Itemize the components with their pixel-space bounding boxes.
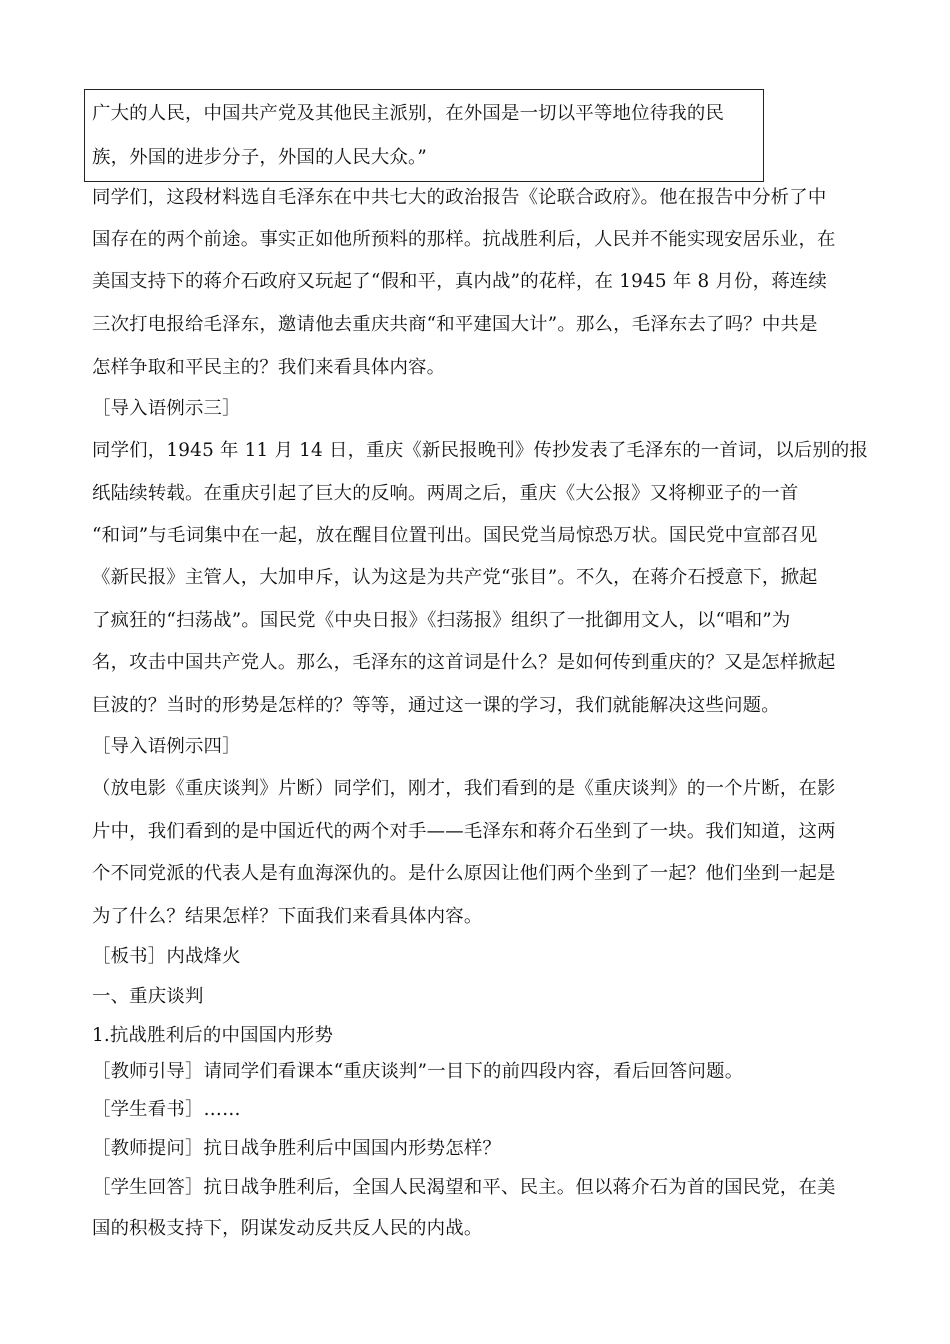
- paragraph-line: 了疯狂的“扫荡战”。国民党《中央日报》《扫荡报》组织了一批御用文人，以“唱和”为: [92, 610, 791, 631]
- paragraph-line: 美国支持下的蒋介石政府又玩起了“假和平，真内战”的花样，在 1945 年 8 月份，蒋连续: [92, 271, 827, 292]
- paragraph-line: 国的积极支持下，阴谋发动反共反人民的内战。: [92, 1218, 483, 1239]
- section-title: 一、重庆谈判: [92, 986, 204, 1007]
- paragraph-line: 个不同党派的代表人是有血海深仇的。是什么原因让他们两个坐到了一起？他们坐到一起是: [92, 863, 836, 884]
- paragraph-line: ［教师引导］请同学们看课本“重庆谈判”一目下的前四段内容，看后回答问题。: [92, 1061, 744, 1082]
- paragraph-line: 片中，我们看到的是中国近代的两个对手——毛泽东和蒋介石坐到了一块。我们知道，这两: [92, 821, 836, 842]
- section-heading: ［导入语例示三］: [92, 398, 241, 419]
- paragraph-line: ［教师提问］抗日战争胜利后中国国内形势怎样？: [92, 1138, 501, 1159]
- paragraph-line: 《新民报》主管人，大加申斥，认为这是为共产党“张目”。不久，在蒋介石授意下，掀起: [92, 567, 818, 588]
- paragraph-line: 同学们，1945 年 11 月 14 日，重庆《新民报晚刊》传抄发表了毛泽东的一首词，以后别的报: [92, 440, 869, 461]
- paragraph-line: 三次打电报给毛泽东，邀请他去重庆共商“和平建国大计”。那么，毛泽东去了吗？中共是: [92, 314, 818, 335]
- paragraph-line: ［学生看书］……: [92, 1099, 241, 1120]
- section-heading: ［导入语例示四］: [92, 736, 241, 757]
- quote-line: 族，外国的进步分子，外国的人民大众。”: [92, 147, 428, 168]
- paragraph-line: 名，攻击中国共产党人。那么，毛泽东的这首词是什么？是如何传到重庆的？又是怎样掀起: [92, 652, 836, 673]
- paragraph-line: （放电影《重庆谈判》片断）同学们，刚才，我们看到的是《重庆谈判》的一个片断，在影: [92, 778, 836, 799]
- board-heading: ［板书］内战烽火: [92, 946, 241, 967]
- paragraph-line: 纸陆续转载。在重庆引起了巨大的反响。两周之后，重庆《大公报》又将柳亚子的一首: [92, 483, 799, 504]
- paragraph-line: 同学们，这段材料选自毛泽东在中共七大的政治报告《论联合政府》。他在报告中分析了中: [92, 187, 827, 208]
- paragraph-line: 为了什么？结果怎样？下面我们来看具体内容。: [92, 906, 483, 927]
- quote-line: 广大的人民，中国共产党及其他民主派别，在外国是一切以平等地位待我的民: [92, 103, 725, 124]
- paragraph-line: 国存在的两个前途。事实正如他所预料的那样。抗战胜利后，人民并不能实现安居乐业，在: [92, 229, 836, 250]
- paragraph-line: “和词”与毛词集中在一起，放在醒目位置刊出。国民党当局惊恐万状。国民党中宣部召见: [92, 525, 818, 546]
- paragraph-line: 巨波的？当时的形势是怎样的？等等，通过这一课的学习，我们就能解决这些问题。: [92, 695, 780, 716]
- paragraph-line: ［学生回答］抗日战争胜利后，全国人民渴望和平、民主。但以蒋介石为首的国民党，在美: [92, 1177, 836, 1198]
- paragraph-line: 怎样争取和平民主的？我们来看具体内容。: [92, 357, 446, 378]
- subsection-title: 1.抗战胜利后的中国国内形势: [92, 1025, 334, 1046]
